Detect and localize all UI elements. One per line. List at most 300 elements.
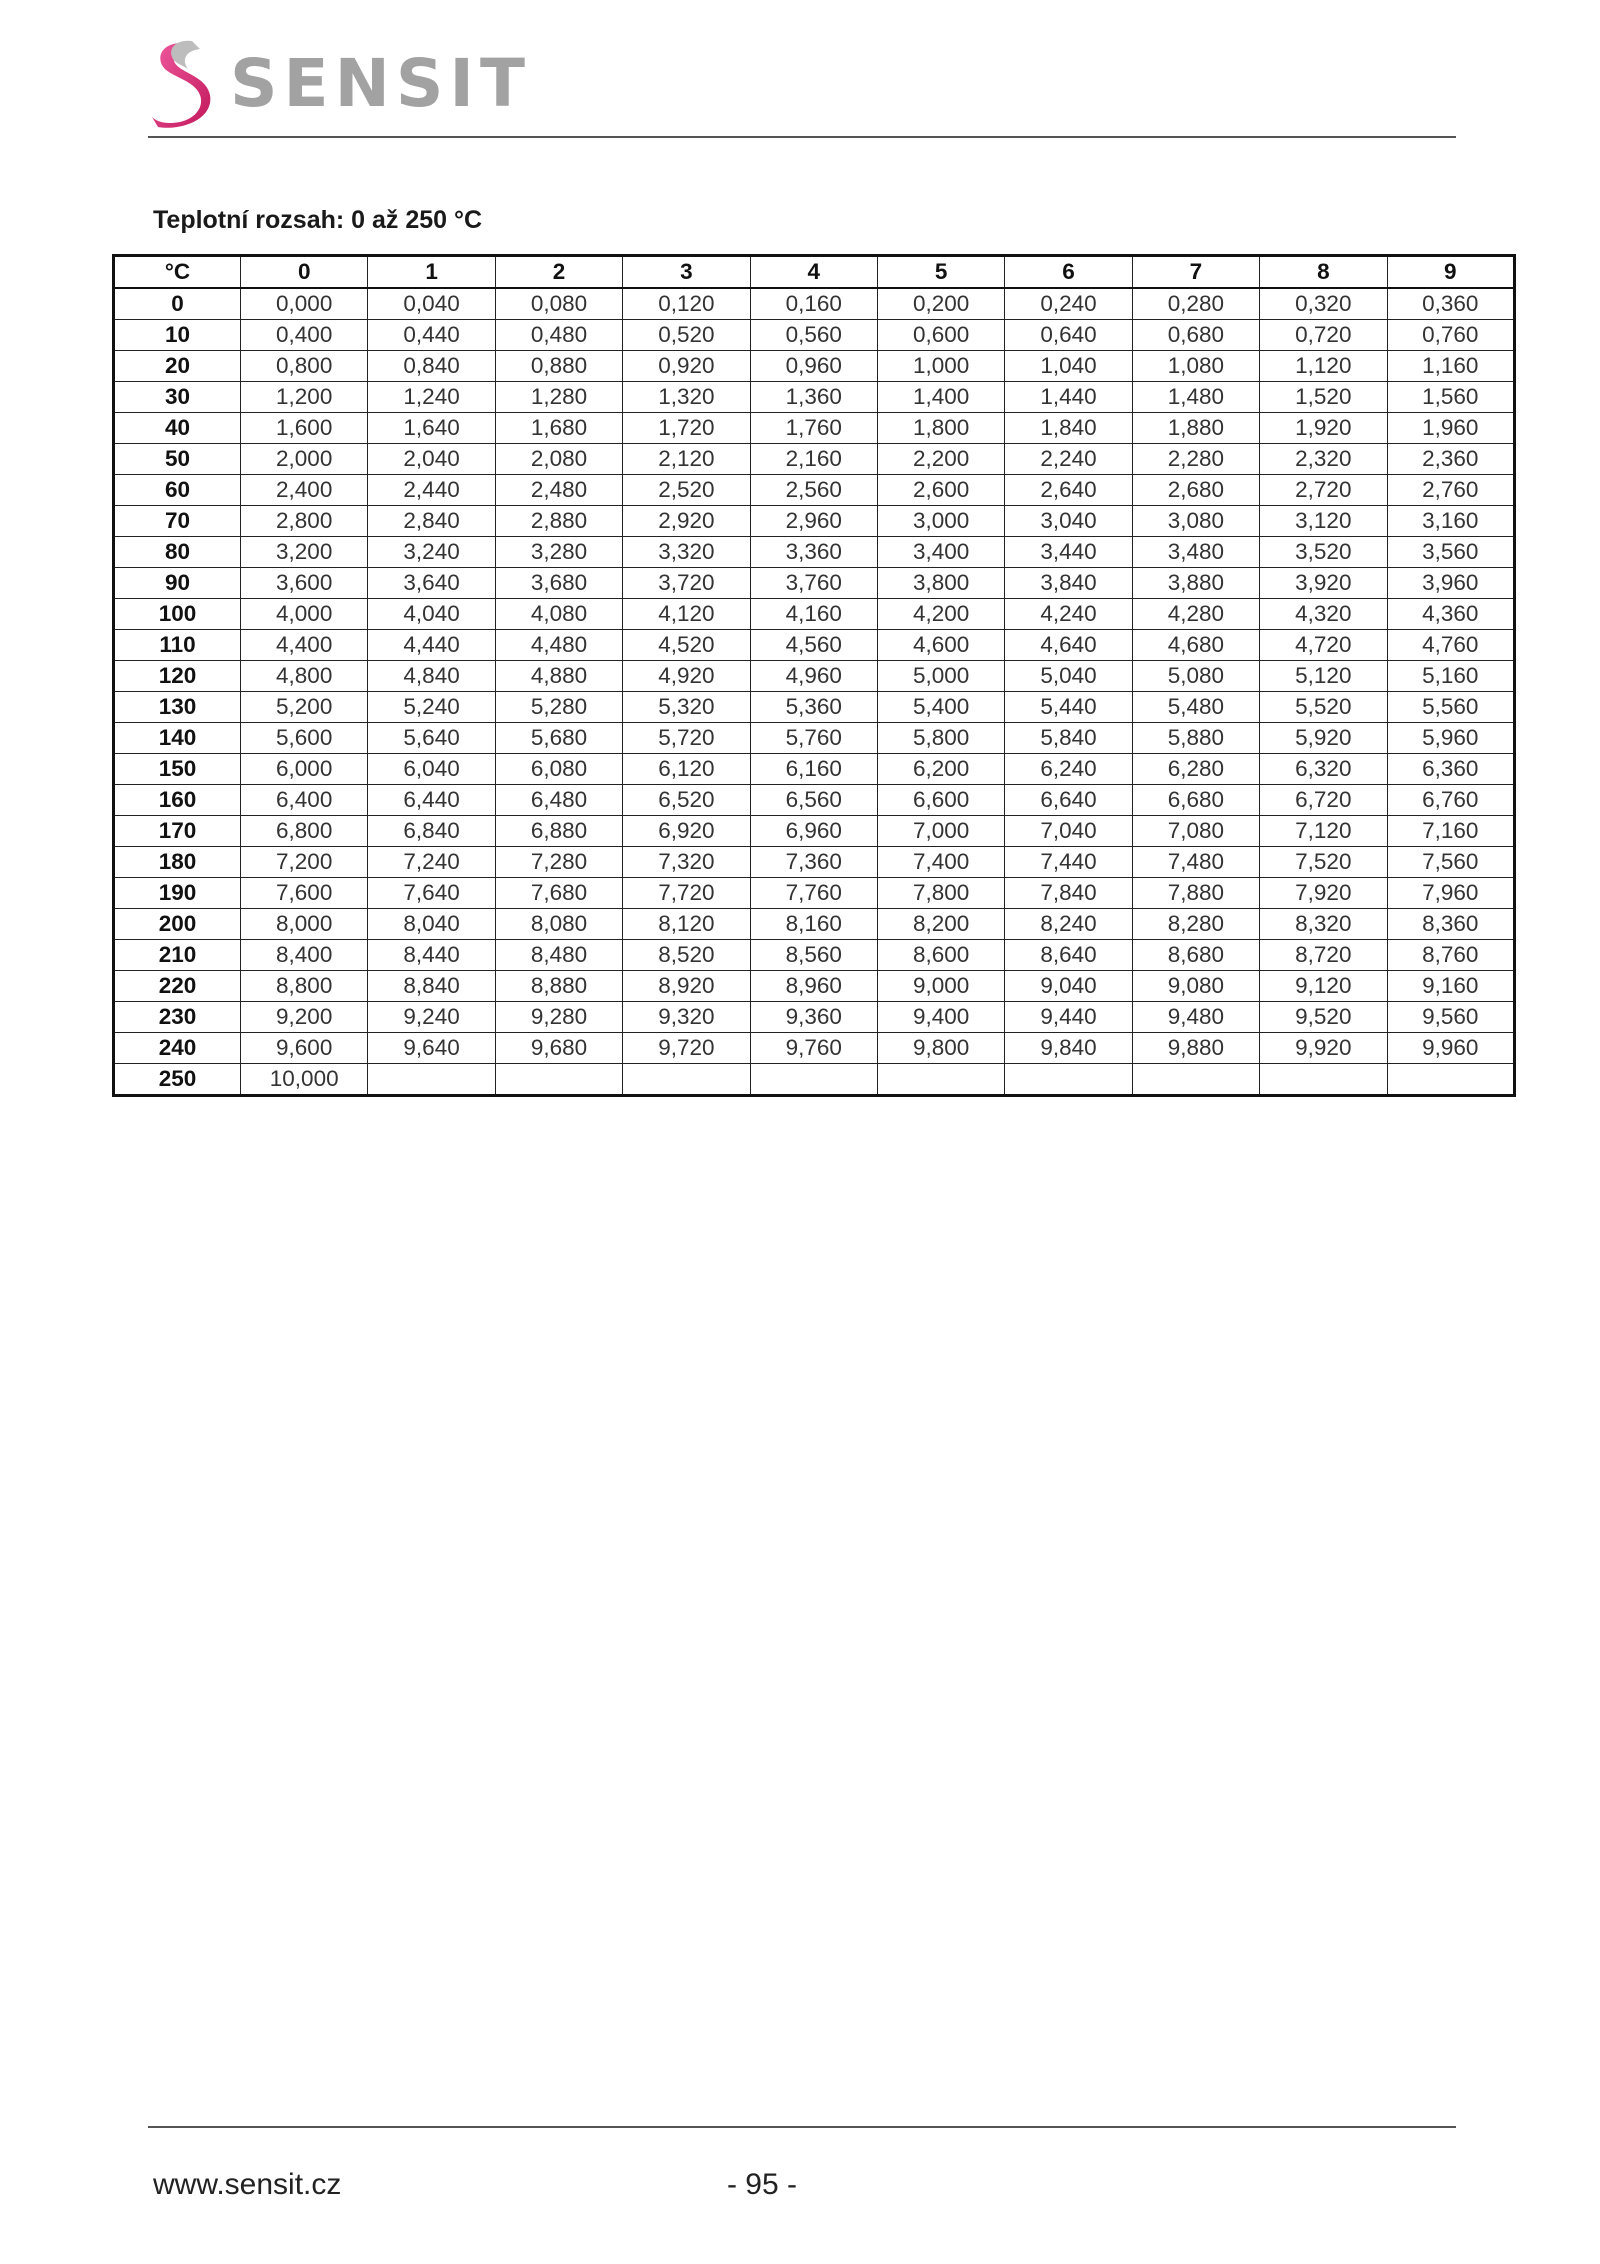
table-cell: 5,960 [1387, 723, 1514, 754]
row-header: 230 [114, 1002, 241, 1033]
table-cell: 7,440 [1005, 847, 1132, 878]
table-cell: 2,560 [750, 475, 877, 506]
table-cell: 1,720 [623, 413, 750, 444]
logo-wordmark: SENSIT [230, 45, 531, 122]
table-row [114, 785, 1515, 816]
table-cell: 8,600 [877, 940, 1004, 971]
table-cell: 3,600 [241, 568, 368, 599]
table-cell: 7,640 [368, 878, 495, 909]
table-cell: 3,960 [1387, 568, 1514, 599]
table-cell: 3,120 [1260, 506, 1387, 537]
table-cell: 8,000 [241, 909, 368, 940]
table-cell: 8,240 [1005, 909, 1132, 940]
table-cell: 9,240 [368, 1002, 495, 1033]
table-cell: 8,680 [1132, 940, 1259, 971]
table-cell: 4,040 [368, 599, 495, 630]
table-cell: 7,000 [877, 816, 1004, 847]
row-header: 80 [114, 537, 241, 568]
table-cell: 0,360 [1387, 288, 1514, 320]
table-cell: 7,360 [750, 847, 877, 878]
table-cell: 3,560 [1387, 537, 1514, 568]
table-cell: 9,320 [623, 1002, 750, 1033]
table-cell: 9,200 [241, 1002, 368, 1033]
table-cell: 7,240 [368, 847, 495, 878]
table-cell: 1,440 [1005, 382, 1132, 413]
table-cell: 2,400 [241, 475, 368, 506]
table-cell: 9,000 [877, 971, 1004, 1002]
table-cell: 9,840 [1005, 1033, 1132, 1064]
table-cell: 9,680 [495, 1033, 622, 1064]
row-header: 10 [114, 320, 241, 351]
table-cell: 4,880 [495, 661, 622, 692]
table-cell: 2,040 [368, 444, 495, 475]
table-cell: 6,160 [750, 754, 877, 785]
table-cell: 9,160 [1387, 971, 1514, 1002]
table-cell: 6,200 [877, 754, 1004, 785]
row-header: 250 [114, 1064, 241, 1096]
table-cell: 3,640 [368, 568, 495, 599]
table-cell: 4,920 [623, 661, 750, 692]
table-cell: 8,440 [368, 940, 495, 971]
table-cell: 7,720 [623, 878, 750, 909]
table-cell: 2,480 [495, 475, 622, 506]
table-cell [877, 1064, 1004, 1096]
table-row [114, 444, 1515, 475]
column-header: 3 [623, 256, 750, 289]
table-cell: 3,160 [1387, 506, 1514, 537]
table-cell: 3,360 [750, 537, 877, 568]
table-cell: 0,640 [1005, 320, 1132, 351]
table-cell: 8,120 [623, 909, 750, 940]
table-row [114, 568, 1515, 599]
table-row [114, 351, 1515, 382]
table-row [114, 1033, 1515, 1064]
table-cell: 0,520 [623, 320, 750, 351]
row-header: 180 [114, 847, 241, 878]
footer-divider [148, 2126, 1456, 2128]
table-cell: 6,720 [1260, 785, 1387, 816]
table-cell: 1,920 [1260, 413, 1387, 444]
table-cell: 1,000 [877, 351, 1004, 382]
table-cell: 4,360 [1387, 599, 1514, 630]
column-header: 7 [1132, 256, 1259, 289]
table-cell: 1,320 [623, 382, 750, 413]
column-header: 6 [1005, 256, 1132, 289]
table-cell: 4,600 [877, 630, 1004, 661]
table-cell: 8,560 [750, 940, 877, 971]
table-cell: 7,800 [877, 878, 1004, 909]
table-cell: 2,600 [877, 475, 1004, 506]
temperature-table [112, 254, 1516, 1097]
table-cell: 6,120 [623, 754, 750, 785]
table-header-row [114, 256, 1515, 289]
row-header: 90 [114, 568, 241, 599]
table-cell: 1,360 [750, 382, 877, 413]
row-header: 20 [114, 351, 241, 382]
table-cell: 3,800 [877, 568, 1004, 599]
table-cell: 7,160 [1387, 816, 1514, 847]
table-cell: 6,000 [241, 754, 368, 785]
table-cell: 5,080 [1132, 661, 1259, 692]
table-cell: 2,080 [495, 444, 622, 475]
table-cell: 2,680 [1132, 475, 1259, 506]
column-header: 2 [495, 256, 622, 289]
table-cell: 0,160 [750, 288, 877, 320]
table-cell: 1,480 [1132, 382, 1259, 413]
table-cell [623, 1064, 750, 1096]
table-row [114, 320, 1515, 351]
row-header: 110 [114, 630, 241, 661]
row-header: 200 [114, 909, 241, 940]
table-cell: 4,400 [241, 630, 368, 661]
table-cell: 0,720 [1260, 320, 1387, 351]
table-row [114, 692, 1515, 723]
table-cell: 5,400 [877, 692, 1004, 723]
row-header: 220 [114, 971, 241, 1002]
table-cell: 5,880 [1132, 723, 1259, 754]
table-cell: 2,960 [750, 506, 877, 537]
sensit-logo [148, 38, 531, 130]
table-cell: 0,840 [368, 351, 495, 382]
table-cell: 7,600 [241, 878, 368, 909]
table-cell: 9,360 [750, 1002, 877, 1033]
table-cell: 1,200 [241, 382, 368, 413]
table-cell: 4,680 [1132, 630, 1259, 661]
table-cell: 0,440 [368, 320, 495, 351]
table-cell: 7,840 [1005, 878, 1132, 909]
row-header: 190 [114, 878, 241, 909]
table-cell: 0,320 [1260, 288, 1387, 320]
table-row [114, 288, 1515, 320]
table-cell: 8,720 [1260, 940, 1387, 971]
table-cell: 5,600 [241, 723, 368, 754]
table-cell: 4,800 [241, 661, 368, 692]
table-cell: 2,440 [368, 475, 495, 506]
table-cell: 6,840 [368, 816, 495, 847]
row-header: 0 [114, 288, 241, 320]
table-cell: 0,480 [495, 320, 622, 351]
table-cell: 4,320 [1260, 599, 1387, 630]
table-cell: 9,720 [623, 1033, 750, 1064]
row-header: 150 [114, 754, 241, 785]
table-cell: 5,240 [368, 692, 495, 723]
table-cell: 5,000 [877, 661, 1004, 692]
table-cell: 3,720 [623, 568, 750, 599]
table-cell: 2,360 [1387, 444, 1514, 475]
table-cell: 9,880 [1132, 1033, 1259, 1064]
table-cell: 9,480 [1132, 1002, 1259, 1033]
table-cell: 2,800 [241, 506, 368, 537]
table-body [114, 288, 1515, 1096]
table-cell: 2,320 [1260, 444, 1387, 475]
table-cell: 6,240 [1005, 754, 1132, 785]
table-cell: 2,880 [495, 506, 622, 537]
table-cell: 0,560 [750, 320, 877, 351]
table-cell: 5,800 [877, 723, 1004, 754]
table-cell: 3,080 [1132, 506, 1259, 537]
table-cell: 0,040 [368, 288, 495, 320]
table-cell: 6,280 [1132, 754, 1259, 785]
table-cell: 4,280 [1132, 599, 1259, 630]
table-cell: 2,000 [241, 444, 368, 475]
table-cell: 7,560 [1387, 847, 1514, 878]
table-cell: 1,520 [1260, 382, 1387, 413]
table-cell: 7,880 [1132, 878, 1259, 909]
table-cell: 5,760 [750, 723, 877, 754]
table-row [114, 940, 1515, 971]
table-cell: 1,240 [368, 382, 495, 413]
row-header: 70 [114, 506, 241, 537]
row-header: 130 [114, 692, 241, 723]
table-cell: 9,400 [877, 1002, 1004, 1033]
table-cell: 1,960 [1387, 413, 1514, 444]
table-cell: 0,920 [623, 351, 750, 382]
table-corner-cell: °C [114, 256, 241, 289]
table-cell: 8,880 [495, 971, 622, 1002]
table-cell: 7,040 [1005, 816, 1132, 847]
table-row [114, 878, 1515, 909]
table-cell: 0,400 [241, 320, 368, 351]
table-cell: 1,280 [495, 382, 622, 413]
table-cell: 1,160 [1387, 351, 1514, 382]
table-cell: 9,520 [1260, 1002, 1387, 1033]
table-cell: 9,040 [1005, 971, 1132, 1002]
table-cell: 2,520 [623, 475, 750, 506]
table-cell [1260, 1064, 1387, 1096]
table-row [114, 816, 1515, 847]
table-cell: 1,400 [877, 382, 1004, 413]
column-header: 4 [750, 256, 877, 289]
table-row [114, 382, 1515, 413]
table-cell [1005, 1064, 1132, 1096]
table-cell: 7,520 [1260, 847, 1387, 878]
table-row [114, 1002, 1515, 1033]
table-cell: 8,280 [1132, 909, 1259, 940]
table-cell: 5,840 [1005, 723, 1132, 754]
table-cell: 0,960 [750, 351, 877, 382]
table-cell: 0,000 [241, 288, 368, 320]
table-row [114, 971, 1515, 1002]
table-cell: 4,720 [1260, 630, 1387, 661]
table-cell: 3,280 [495, 537, 622, 568]
table-row [114, 413, 1515, 444]
table-cell: 3,520 [1260, 537, 1387, 568]
table-cell: 0,200 [877, 288, 1004, 320]
table-cell: 1,800 [877, 413, 1004, 444]
table-cell: 3,320 [623, 537, 750, 568]
table-cell: 4,640 [1005, 630, 1132, 661]
table-cell: 0,120 [623, 288, 750, 320]
table-cell: 5,680 [495, 723, 622, 754]
table-cell: 0,280 [1132, 288, 1259, 320]
table-cell: 5,720 [623, 723, 750, 754]
table-cell: 7,920 [1260, 878, 1387, 909]
table-row [114, 909, 1515, 940]
table-cell: 3,040 [1005, 506, 1132, 537]
table-cell: 2,200 [877, 444, 1004, 475]
table-cell: 9,120 [1260, 971, 1387, 1002]
table-cell: 8,080 [495, 909, 622, 940]
table-cell: 8,360 [1387, 909, 1514, 940]
table-cell: 2,920 [623, 506, 750, 537]
table-cell: 1,640 [368, 413, 495, 444]
table-cell: 6,040 [368, 754, 495, 785]
table-cell: 9,640 [368, 1033, 495, 1064]
table-cell: 0,080 [495, 288, 622, 320]
table-cell: 8,800 [241, 971, 368, 1002]
table-cell: 1,560 [1387, 382, 1514, 413]
table-cell: 1,760 [750, 413, 877, 444]
table-cell: 5,200 [241, 692, 368, 723]
table-cell: 0,680 [1132, 320, 1259, 351]
table-cell [495, 1064, 622, 1096]
table-cell: 6,640 [1005, 785, 1132, 816]
column-header: 1 [368, 256, 495, 289]
table-cell: 5,640 [368, 723, 495, 754]
table-row [114, 847, 1515, 878]
table-cell: 0,880 [495, 351, 622, 382]
table-cell: 9,440 [1005, 1002, 1132, 1033]
table-cell: 4,480 [495, 630, 622, 661]
table-cell: 10,000 [241, 1064, 368, 1096]
table-row [114, 661, 1515, 692]
table-cell: 4,760 [1387, 630, 1514, 661]
table-cell: 9,800 [877, 1033, 1004, 1064]
table-cell: 5,520 [1260, 692, 1387, 723]
table-cell: 1,040 [1005, 351, 1132, 382]
row-header: 210 [114, 940, 241, 971]
table-cell: 3,920 [1260, 568, 1387, 599]
table-cell: 6,560 [750, 785, 877, 816]
row-header: 140 [114, 723, 241, 754]
table-cell: 7,480 [1132, 847, 1259, 878]
table-cell: 8,920 [623, 971, 750, 1002]
table-cell: 9,080 [1132, 971, 1259, 1002]
table-cell: 5,360 [750, 692, 877, 723]
table-cell: 7,760 [750, 878, 877, 909]
table-cell: 5,920 [1260, 723, 1387, 754]
table-cell: 6,480 [495, 785, 622, 816]
table-cell: 9,560 [1387, 1002, 1514, 1033]
table-cell: 3,480 [1132, 537, 1259, 568]
table-cell: 4,960 [750, 661, 877, 692]
table-cell: 6,440 [368, 785, 495, 816]
table-cell: 6,880 [495, 816, 622, 847]
table-cell: 9,760 [750, 1033, 877, 1064]
page-number: - 95 - [726, 2168, 798, 2201]
table-cell: 1,840 [1005, 413, 1132, 444]
row-header: 30 [114, 382, 241, 413]
table-cell: 0,760 [1387, 320, 1514, 351]
table-cell: 6,680 [1132, 785, 1259, 816]
table-cell: 8,520 [623, 940, 750, 971]
table-cell: 3,400 [877, 537, 1004, 568]
table-cell: 8,480 [495, 940, 622, 971]
table-cell: 0,800 [241, 351, 368, 382]
table-cell: 7,320 [623, 847, 750, 878]
table-row [114, 723, 1515, 754]
table-cell: 6,520 [623, 785, 750, 816]
table-cell: 7,200 [241, 847, 368, 878]
table-cell: 7,080 [1132, 816, 1259, 847]
table-cell: 6,760 [1387, 785, 1514, 816]
table-row [114, 506, 1515, 537]
column-header: 0 [241, 256, 368, 289]
table-cell: 5,480 [1132, 692, 1259, 723]
table-cell [1387, 1064, 1514, 1096]
table-cell: 4,200 [877, 599, 1004, 630]
table-cell: 5,280 [495, 692, 622, 723]
table-cell: 6,800 [241, 816, 368, 847]
table-cell: 8,400 [241, 940, 368, 971]
table-row [114, 630, 1515, 661]
table-cell: 9,280 [495, 1002, 622, 1033]
table-cell: 8,320 [1260, 909, 1387, 940]
row-header: 100 [114, 599, 241, 630]
table-cell: 1,680 [495, 413, 622, 444]
footer-url: www.sensit.cz [153, 2168, 342, 2201]
table-cell: 8,040 [368, 909, 495, 940]
table-cell: 6,080 [495, 754, 622, 785]
header-divider [148, 136, 1456, 138]
table-cell: 9,920 [1260, 1033, 1387, 1064]
row-header: 240 [114, 1033, 241, 1064]
table-cell: 7,400 [877, 847, 1004, 878]
table-cell: 5,160 [1387, 661, 1514, 692]
table-cell: 7,680 [495, 878, 622, 909]
table-cell: 3,200 [241, 537, 368, 568]
table-cell: 2,280 [1132, 444, 1259, 475]
table-cell: 0,600 [877, 320, 1004, 351]
table-cell [368, 1064, 495, 1096]
table-cell: 8,760 [1387, 940, 1514, 971]
table-cell: 4,080 [495, 599, 622, 630]
column-header: 9 [1387, 256, 1514, 289]
table-row [114, 537, 1515, 568]
table-cell: 2,640 [1005, 475, 1132, 506]
sensit-swoosh-icon [148, 39, 218, 129]
table-cell: 8,160 [750, 909, 877, 940]
table-cell: 9,600 [241, 1033, 368, 1064]
table-cell: 2,120 [623, 444, 750, 475]
table-cell: 4,520 [623, 630, 750, 661]
table-cell: 6,360 [1387, 754, 1514, 785]
table-cell: 6,960 [750, 816, 877, 847]
table-cell: 8,960 [750, 971, 877, 1002]
table-cell: 1,080 [1132, 351, 1259, 382]
table-cell: 1,600 [241, 413, 368, 444]
table-cell: 9,960 [1387, 1033, 1514, 1064]
table-cell: 4,840 [368, 661, 495, 692]
table-cell: 5,320 [623, 692, 750, 723]
section-title: Teplotní rozsah: 0 až 250 °C [153, 206, 483, 234]
table-cell: 3,680 [495, 568, 622, 599]
table-cell: 2,240 [1005, 444, 1132, 475]
table-cell: 7,960 [1387, 878, 1514, 909]
table-cell: 7,120 [1260, 816, 1387, 847]
table-row [114, 754, 1515, 785]
table-row [114, 599, 1515, 630]
table-cell: 4,240 [1005, 599, 1132, 630]
column-header: 5 [877, 256, 1004, 289]
table-cell: 4,120 [623, 599, 750, 630]
table-row [114, 1064, 1515, 1096]
table-cell: 5,560 [1387, 692, 1514, 723]
table-cell: 6,920 [623, 816, 750, 847]
table-cell: 3,440 [1005, 537, 1132, 568]
table-cell: 4,440 [368, 630, 495, 661]
table-cell: 5,040 [1005, 661, 1132, 692]
